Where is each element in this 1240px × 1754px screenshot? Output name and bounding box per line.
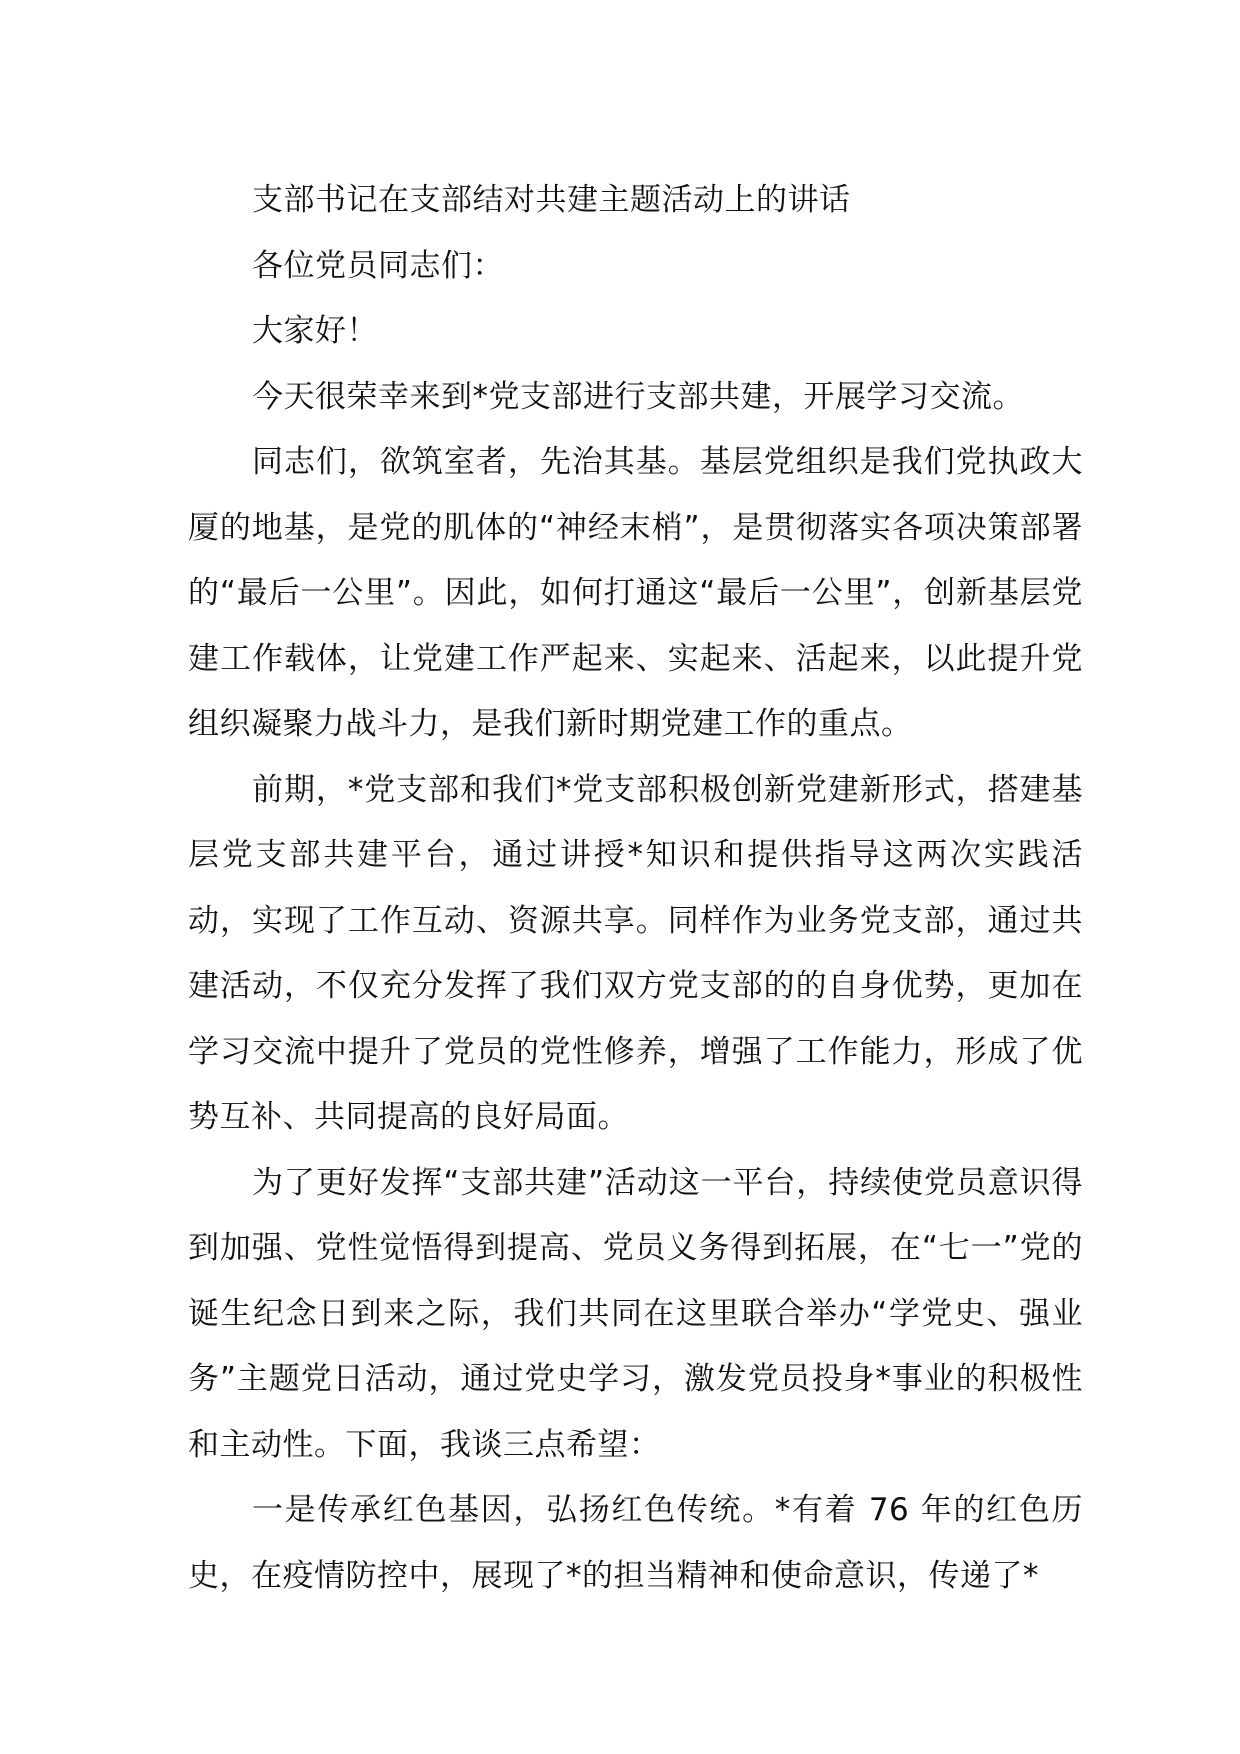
- body-paragraph-2: 同志们，欲筑室者，先治其基。基层党组织是我们党执政大厦的地基，是党的肌体的“神经末梢”，是贯彻落实各项决策部署的“最后一公里”。因此，如何打通这“最后一公里”，创新基层党建工作载体，让党建工作严起来、实起来、活起来，以此提升党组织凝聚力战斗力，是我们新时期党建工作的重点。: [188, 444, 1083, 742]
- document-page: [188, 168, 1083, 1609]
- body-paragraph-4: 为了更好发挥“支部共建”活动这一平台，持续使党员意识得到加强、党性觉悟得到提高、党员义务得到拓展，在“七一”党的诞生纪念日到来之际，我们共同在这里联合举办“学党史、强业务”主题党日活动，通过党史学习，激发党员投身*事业的积极性和主动性。下面，我谈三点希望：: [188, 1164, 1083, 1463]
- document-title: 支部书记在支部结对共建主题活动上的讲话: [252, 182, 851, 218]
- body-paragraph-1: 今天很荣幸来到*党支部进行支部共建，开展学习交流。: [252, 378, 1024, 415]
- body-paragraph-5: 一是传承红色基因，弘扬红色传统。*有着 76 年的红色历史，在疫情防控中，展现了*的担当精神和使命意识，传递了*: [188, 1492, 1083, 1594]
- salutation: 各位党员同志们：: [252, 247, 504, 284]
- body-paragraph-3: 前期，*党支部和我们*党支部积极创新党建新形式，搭建基层党支部共建平台，通过讲授*知识和提供指导这两次实践活动，实现了工作互动、资源共享。同样作为业务党支部，通过共建活动，不仅充分发挥了我们双方党支部的的自身优势，更加在学习交流中提升了党员的党性修养，增强了工作能力，形成了优势互补、共同提高的良好局面。: [188, 771, 1083, 1135]
- greeting: 大家好！: [252, 313, 378, 349]
